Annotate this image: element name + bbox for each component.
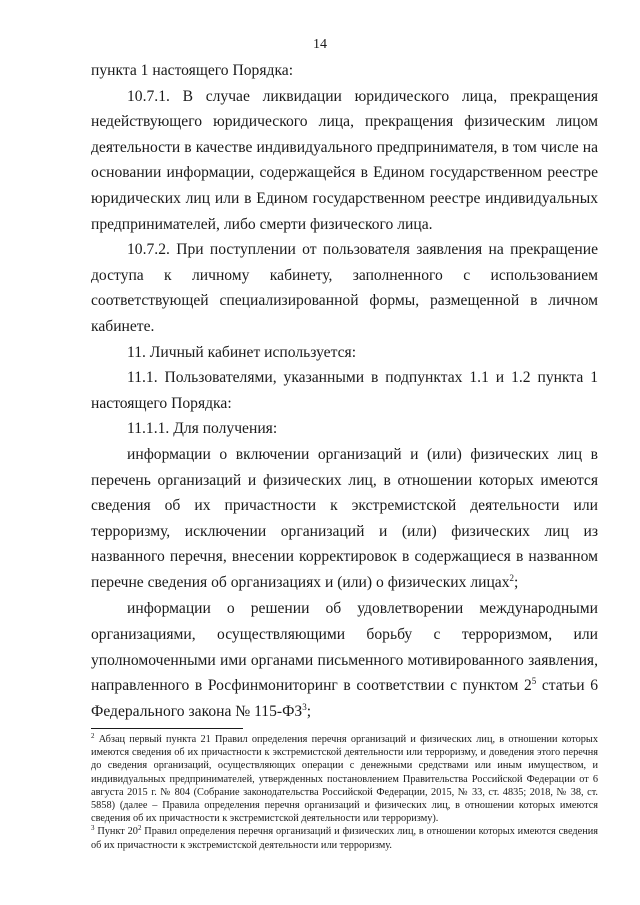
paragraph-11-1-1: 11.1.1. Для получения: <box>127 420 278 438</box>
paragraph-info-inclusion-text: информации о включении организаций и (или) физических лиц в перечень организаций и физических лиц, в отношении которых имеются сведения об их причастности к экстремистской деятельности или терроризму, исключении организаций и (или) физических лиц из названного перечня, внесении корректировок в содержащиеся в названном перечне сведения об организациях и (или) о физических лицах <box>91 445 598 591</box>
footnote-3-text-end: Правил определения перечня организаций и физических лиц, в отношении которых имеются сведения об их причастности к экстремистской деятельности или терроризму. <box>91 826 598 851</box>
footnote-mark-2: 2 <box>91 732 95 740</box>
page-number: 14 <box>313 37 327 52</box>
footnote-ref-2[interactable]: 2 <box>509 572 515 583</box>
paragraph-info-decision <box>91 596 598 724</box>
paragraph-10-7-1: 10.7.1. В случае ликвидации юридического лица, прекращения недействующего юридического лица, прекращения физическим лицом деятельности в качестве индивидуального предпринимателя, в том числе на основании информации, содержащейся в Едином государственном реестре юридических лиц или в Едином государственном реестре индивидуальных предпринимателей, либо смерти физического лица. <box>91 87 598 233</box>
document-body <box>91 58 598 724</box>
paragraph-punctuation: ; <box>306 702 312 720</box>
footnotes <box>91 733 598 852</box>
footnote-ref-3[interactable]: 3 <box>302 701 307 712</box>
paragraph-info-decision-text: информации о решении об удовлетворении международными организациями, осуществляющими борьбу с терроризмом, или уполномоченными ими органами письменного мотивированного заявления, направленного в Росфинмониторинг в соответствии с пунктом 2 <box>91 600 598 695</box>
superscript-2: 2 <box>137 824 142 833</box>
paragraph-punctuation: ; <box>514 573 519 591</box>
paragraph-continuation: пункта 1 настоящего Порядка: <box>91 62 294 79</box>
footnote-2 <box>91 733 598 825</box>
paragraph-info-decision-text-end: статьи 6 Федерального закона № 115-ФЗ <box>91 677 598 720</box>
footnote-2-text: Абзац первый пункта 21 Правил определения перечня организаций и физических лиц, в отношении которых имеются сведения об их причастности к экстремистской деятельности или терроризму, и доведения этого перечня до сведения организаций, осуществляющих операции с денежными средствами или иным имуществом, и индивидуальных предпринимателей, утвержденных постановлением Правительства Российской Федерации от 6 августа 2015 г. № 804 (Собрание законодательства Российской Федерации, 2015, № 33, ст. 4835; 2018, № 38, ст. 5858) (далее – Правила определения перечня организаций и физических лиц, в отношении которых имеются сведения об их причастности к экстремистской деятельности или терроризму). <box>91 734 598 825</box>
footnote-3-text: Пункт 20 <box>94 826 138 838</box>
footnote-divider <box>91 728 243 729</box>
footnote-3 <box>91 825 598 851</box>
paragraph-11: 11. Личный кабинет используется: <box>127 343 357 361</box>
paragraph-info-inclusion <box>91 442 598 596</box>
paragraph-10-7-2: 10.7.2. При поступлении от пользователя заявления на прекращение доступа к личному кабинету, заполненного с использованием соответствующей специализированной формы, размещенной в личном кабинете. <box>91 241 598 335</box>
paragraph-11-1: 11.1. Пользователями, указанными в подпунктах 1.1 и 1.2 пункта 1 настоящего Порядка: <box>91 369 598 412</box>
footnote-mark-3: 3 <box>91 824 95 833</box>
superscript-5: 5 <box>531 676 537 687</box>
